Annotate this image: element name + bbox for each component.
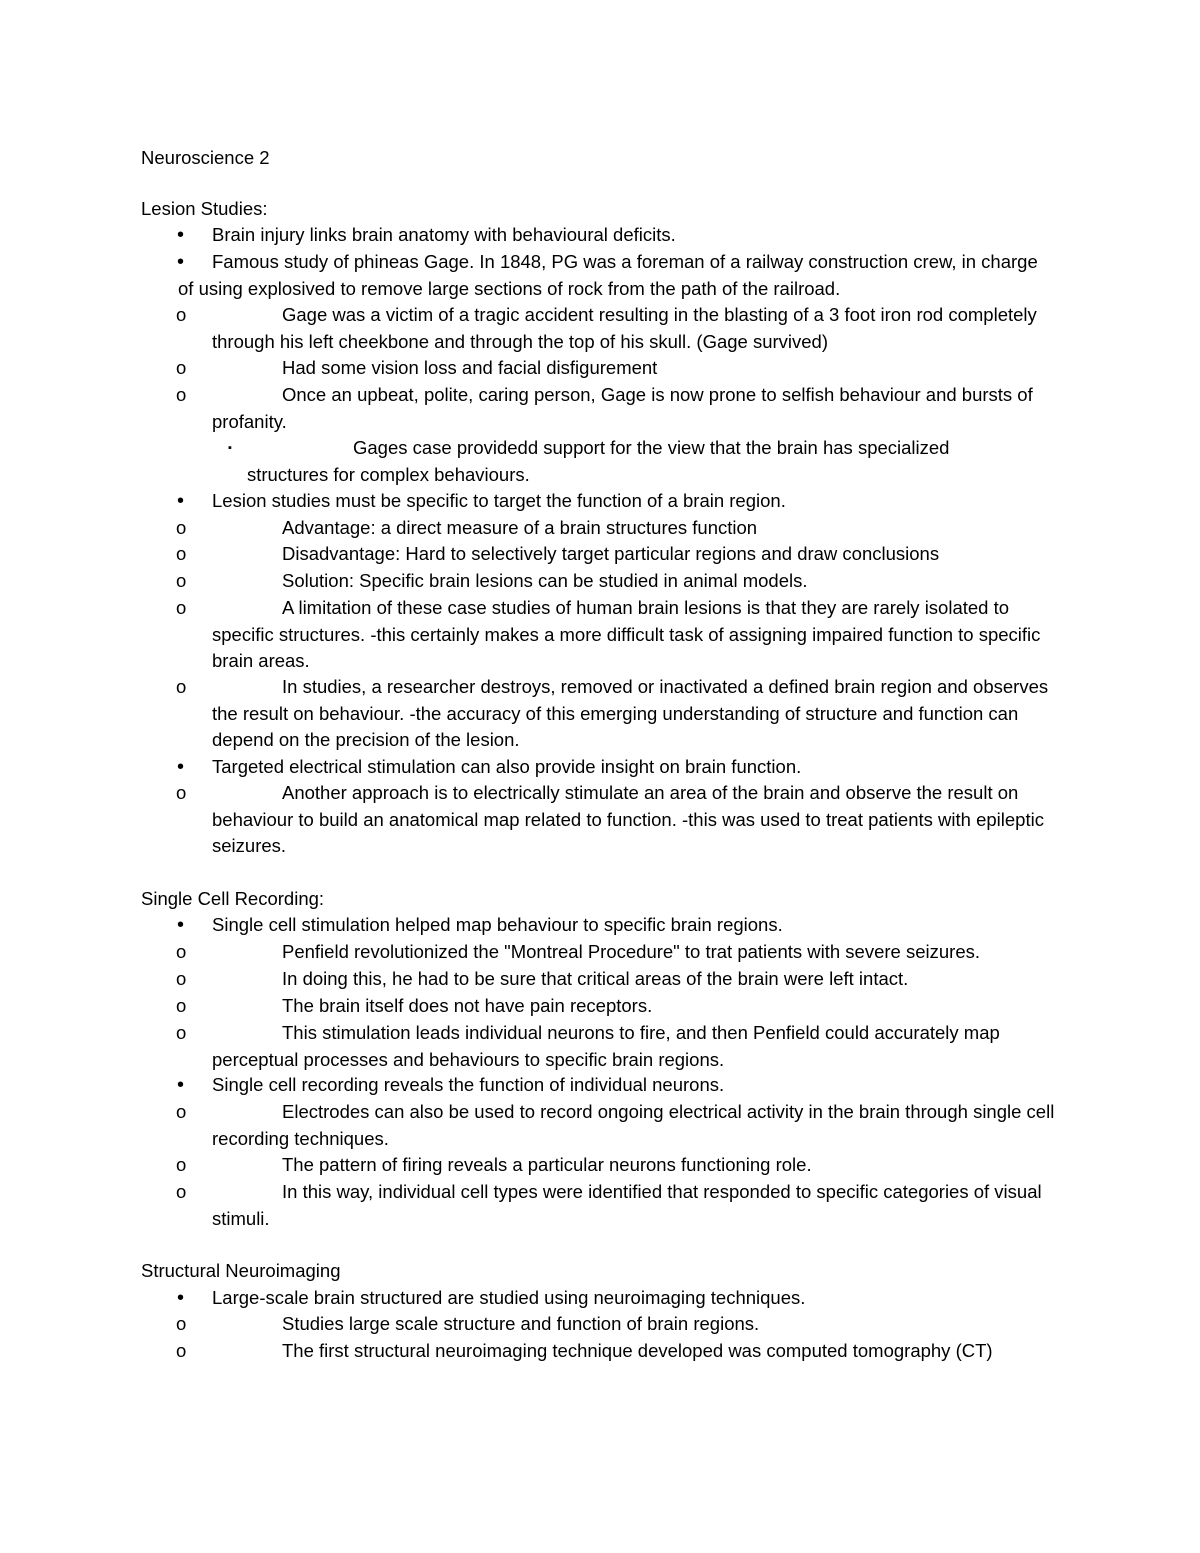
- circle-bullet-icon: o: [176, 968, 187, 989]
- list-item-text: Advantage: a direct measure of a brain structures function: [282, 517, 758, 538]
- list-item: [176, 515, 1072, 542]
- list-item-text: Another approach is to electrically stimulate an area of the brain and observe the result on behaviour to build an anatomical map related to function. -this was used to treat patients with epileptic seizures.: [212, 782, 1044, 856]
- list-item: [178, 222, 1058, 249]
- list-item-text: Lesion studies must be specific to target the function of a brain region.: [212, 490, 786, 511]
- bullet-icon: •: [177, 914, 185, 936]
- list-item-text: Targeted electrical stimulation can also provide insight on brain function.: [212, 756, 802, 777]
- circle-bullet-icon: o: [176, 1101, 187, 1122]
- circle-bullet-icon: o: [176, 1340, 187, 1361]
- list-item-text: Brain injury links brain anatomy with behavioural deficits.: [212, 224, 676, 245]
- list-item-text: The brain itself does not have pain receptors.: [282, 995, 653, 1016]
- list-item-text: Solution: Specific brain lesions can be studied in animal models.: [282, 570, 808, 591]
- document-title: Neuroscience 2: [141, 147, 270, 168]
- circle-bullet-icon: o: [176, 995, 187, 1016]
- list-item: [176, 302, 1072, 355]
- list-item-text: In this way, individual cell types were identified that responded to specific categories of visual stimuli.: [212, 1181, 1042, 1229]
- list-item: [178, 488, 1058, 515]
- circle-bullet-icon: o: [176, 570, 187, 591]
- list-item-text: Electrodes can also be used to record ongoing electrical activity in the brain through single cell recording techniques.: [212, 1101, 1055, 1149]
- list-item: [178, 754, 1058, 781]
- list-item: [176, 541, 1072, 568]
- list-item-text: Once an upbeat, polite, caring person, Gage is now prone to selfish behaviour and bursts of profanity.: [212, 384, 1033, 432]
- square-bullet-icon: ▪: [228, 442, 232, 454]
- circle-bullet-icon: o: [176, 782, 187, 803]
- list-item-text: Had some vision loss and facial disfigurement: [282, 357, 658, 378]
- circle-bullet-icon: o: [176, 304, 187, 325]
- bullet-icon: •: [177, 1074, 185, 1096]
- list-item-text: Gages case providedd support for the view that the brain has specialized structures for complex behaviours.: [247, 437, 950, 485]
- list-item: [176, 355, 1072, 382]
- list-item: [176, 939, 1072, 966]
- list-item-text: In studies, a researcher destroys, removed or inactivated a defined brain region and observes the result on behaviour. -the accuracy of this emerging understanding of structure and function can depend on the precision of the lesion.: [212, 676, 1049, 750]
- circle-bullet-icon: o: [176, 543, 187, 564]
- list-item: [176, 993, 1072, 1020]
- list-item: [176, 966, 1072, 993]
- list-item-text: Gage was a victim of a tragic accident resulting in the blasting of a 3 foot iron rod completely through his left cheekbone and through the top of his skull. (Gage survived): [212, 304, 1037, 352]
- list-item: [176, 1338, 1072, 1365]
- list-item-text: Single cell stimulation helped map behaviour to specific brain regions.: [212, 914, 783, 935]
- circle-bullet-icon: o: [176, 357, 187, 378]
- list-item: [176, 674, 1072, 754]
- circle-bullet-icon: o: [176, 597, 187, 618]
- list-item: [176, 1099, 1072, 1152]
- circle-bullet-icon: o: [176, 517, 187, 538]
- list-item: [178, 1072, 1058, 1099]
- list-item-text: Penfield revolutionized the "Montreal Procedure" to trat patients with severe seizures.: [282, 941, 980, 962]
- list-item-text: Single cell recording reveals the function of individual neurons.: [212, 1074, 725, 1095]
- circle-bullet-icon: o: [176, 941, 187, 962]
- list-item: [178, 1285, 1058, 1312]
- list-item: [178, 249, 1058, 302]
- list-item-text: A limitation of these case studies of human brain lesions is that they are rarely isolated to specific structures. -this certainly makes a more difficult task of assigning impaired function to specific brain areas.: [212, 597, 1041, 671]
- list-item: [176, 1311, 1072, 1338]
- circle-bullet-icon: o: [176, 384, 187, 405]
- section-heading-single-cell-recording: Single Cell Recording:: [141, 888, 325, 909]
- bullet-icon: •: [177, 756, 185, 778]
- list-item: [176, 382, 1072, 435]
- list-item-text: The first structural neuroimaging technique developed was computed tomography (CT): [282, 1340, 993, 1361]
- section-heading-structural-neuroimaging: Structural Neuroimaging: [141, 1260, 341, 1281]
- list-item-text: The pattern of firing reveals a particular neurons functioning role.: [282, 1154, 812, 1175]
- circle-bullet-icon: o: [176, 1181, 187, 1202]
- circle-bullet-icon: o: [176, 676, 187, 697]
- list-item: [178, 912, 1058, 939]
- circle-bullet-icon: o: [176, 1022, 187, 1043]
- list-item-text: Studies large scale structure and function of brain regions.: [282, 1313, 760, 1334]
- bullet-icon: •: [177, 251, 185, 273]
- list-item: [176, 1020, 1072, 1073]
- circle-bullet-icon: o: [176, 1313, 187, 1334]
- list-item-text: Large-scale brain structured are studied using neuroimaging techniques.: [212, 1287, 806, 1308]
- section-heading-lesion-studies: Lesion Studies:: [141, 198, 268, 219]
- bullet-icon: •: [177, 490, 185, 512]
- list-item-text: Disadvantage: Hard to selectively target particular regions and draw conclusions: [282, 543, 940, 564]
- list-item: [176, 1179, 1072, 1232]
- list-item: [176, 568, 1072, 595]
- circle-bullet-icon: o: [176, 1154, 187, 1175]
- bullet-icon: •: [177, 224, 185, 246]
- list-item-text: This stimulation leads individual neurons to fire, and then Penfield could accurately map perceptual processes and behaviours to specific brain regions.: [212, 1022, 1000, 1070]
- list-item-text: Famous study of phineas Gage. In 1848, PG was a foreman of a railway construction crew, in charge of using explosived to remove large sections of rock from the path of the railroad.: [178, 251, 1038, 299]
- list-item: [176, 1152, 1072, 1179]
- list-item: [228, 435, 1007, 488]
- bullet-icon: •: [177, 1287, 185, 1309]
- list-item: [176, 780, 1072, 860]
- list-item-text: In doing this, he had to be sure that critical areas of the brain were left intact.: [282, 968, 909, 989]
- list-item: [176, 595, 1072, 675]
